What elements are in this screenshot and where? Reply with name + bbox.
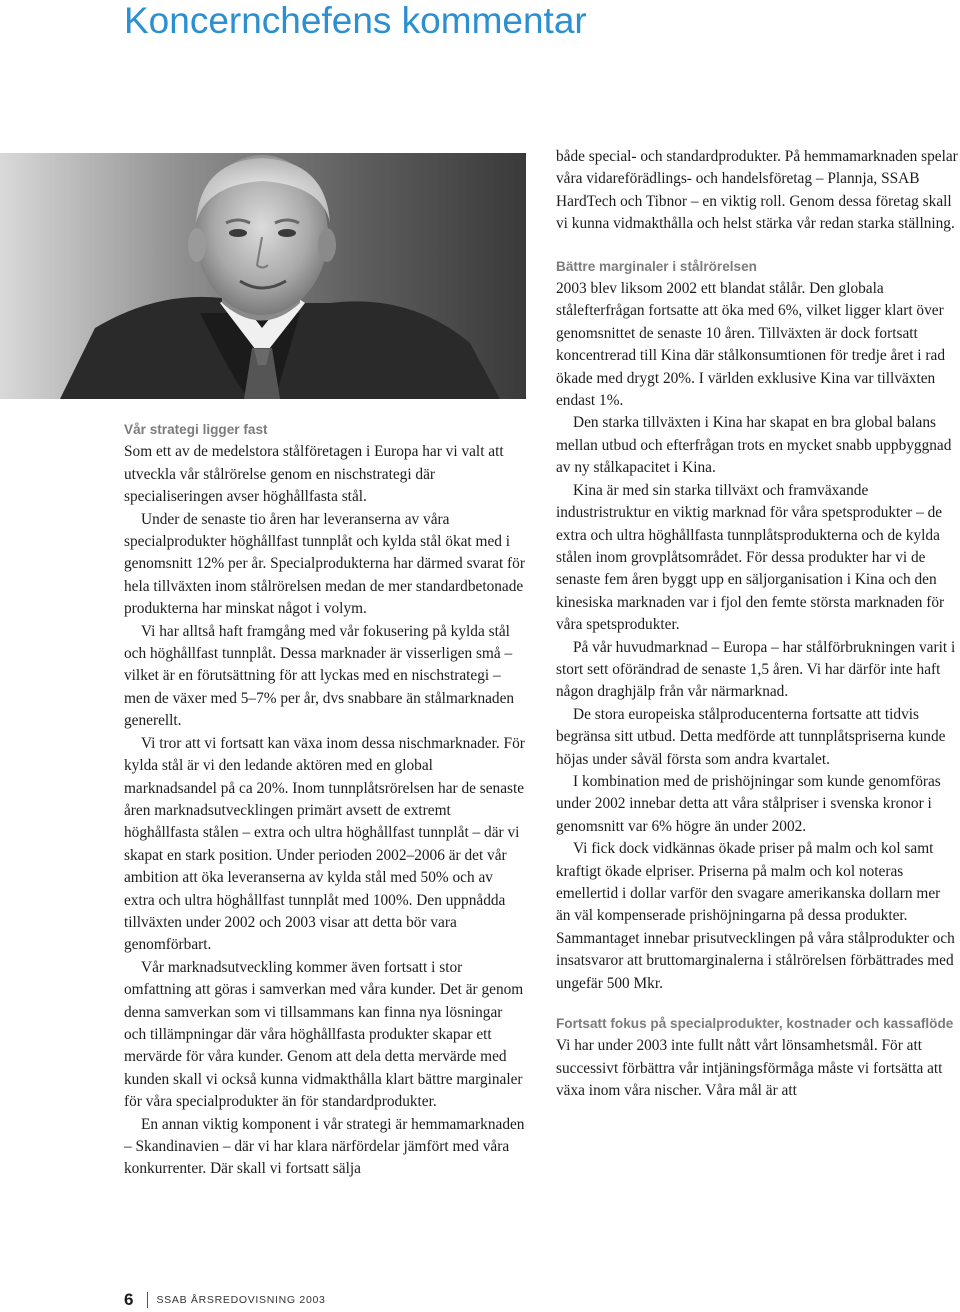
body-paragraph: I kombination med de prishöjningar som kunde genomföras under 2002 innebar detta att våra stålpriser i svenska kronor i genomsnitt var 6% högre än under 2002.: [556, 772, 941, 835]
publication-name: SSAB ÅRSREDOVISNING 2003: [156, 1294, 326, 1306]
section-heading-focus: Fortsatt fokus på specialprodukter, kostnader och kassaflöde: [556, 1016, 954, 1032]
body-paragraph: En annan viktig komponent i vår strategi är hemmamarknaden – Skandinavien – där vi har klara närfördelar jämfört med våra konkurrenter. Där skall vi fortsatt sälja: [124, 1115, 525, 1178]
section-heading-margins: Bättre marginaler i stålrörelsen: [556, 258, 757, 274]
body-paragraph: Kina är med sin starka tillväxt och framväxande industristruktur en viktig marknad för våra spetsprodukter – de extra och ultra höghållfasta tunnplåtsprodukterna och de kylda stålen inom grovplåtsområdet. För dessa produkter har vi de senaste fem åren byggt upp en säljorganisation i Kina och den kinesiska marknaden var i fjol den femte största marknaden för våra spetsprodukter.: [556, 481, 945, 634]
body-paragraph: Vår marknadsutveckling kommer även fortsatt i stor omfattning att göras i samverkan med våra kunder. Det är genom denna samverkan som vi tillsammans kan finna nya lösningar och tillämpningar där våra höghållfasta produkter skapar ett mervärde för våra kunder. Genom att dela detta mervärde med kunden skall vi också kunna vidmakthålla klart bättre marginaler för våra specialprodukter än för standardprodukter.: [124, 958, 524, 1111]
body-paragraph: 2003 blev liksom 2002 ett blandat stålår. Den globala stålefterfrågan fortsatte att öka med 6%, vilket ligger klart över genomsnittet de senaste 10 åren. Tillväxten är dock fortsatt koncentrerad till Kina där stålkonsumtionen för tredje året i rad ökade med drygt 20%. I världen exklusive Kina var tillväxten endast 1%.: [556, 280, 945, 410]
body-paragraph: De stora europeiska stålproducenterna fortsatte att tidvis begränsa sitt utbud. Detta medförde att tunnplåtspriserna kunde höjas under såväl första som andra kvartalet.: [556, 705, 946, 768]
right-column: [556, 146, 958, 1103]
body-paragraph: Som ett av de medelstora stålföretagen i Europa har vi valt att utveckla vår stålrörelse genom en nischstrategi där specialiseringen avser höghållfasta stål.: [124, 443, 504, 506]
body-paragraph: Den starka tillväxten i Kina har skapat en bra global balans mellan utbud och efterfrågan trots en mycket snabb uppbyggnad av ny stålkapacitet i Kina.: [556, 414, 952, 477]
body-paragraph: Vi har alltså haft framgång med vår fokusering på kylda stål och höghållfast tunnplåt. Dessa marknader är visserligen små – vilket är en förutsättning för att lyckas med en nischstrategi – men de växer med 5–7% per år, dvs snabbare än stålmarknaden generellt.: [124, 622, 515, 730]
page-title: Koncernchefens kommentar: [124, 0, 587, 41]
section-heading-strategy: Vår strategi ligger fast: [124, 422, 268, 437]
body-paragraph: Vi tror att vi fortsatt kan växa inom dessa nischmarknader. För kylda stål är vi den ledande aktören med en global marknadsandel på ca 20%. Inom tunnplåtsrörelsen har de senaste åren marknadsutvecklingen primärt avsett de extremt höghållfasta stålen – extra och ultra höghållfast tunnplåt – där vi skapat en stark position. Under perioden 2002–2006 är det vår ambition att öka leveranserna av kylda stål med 50% och av extra och ultra höghållfast tunnplåt med 100%. Den uppnådda tillväxten under 2002 och 2003 visar att detta bör vara genomförbart.: [124, 734, 525, 954]
body-paragraph: Vi fick dock vidkännas ökade priser på malm och kol samt kraftigt ökade elpriser. Priserna på malm och kol noteras emellertid i dollar varför den svagare amerikanska dollarn mer än väl kompenserade prishöjningarna på dessa produkter. Sammantaget innebar prisutvecklingen på våra stålprodukter och insatsvaror att bruttomarginalerna i stålrörelsen förbättrades med ungefär 500 Mkr.: [556, 840, 955, 992]
ceo-portrait-photo: [0, 153, 526, 399]
body-paragraph: Vi har under 2003 inte fullt nått vårt lönsamhetsmål. För att successivt förbättra vår intjäningsförmåga måste vi fortsätta att växa inom våra nischer. Våra mål är att: [556, 1037, 943, 1100]
body-paragraph: Under de senaste tio åren har leveranserna av våra specialprodukter höghållfast tunnplåt och kylda stål ökat med i genomsnitt 12% per år. Specialprodukterna har därmed svarat för hela tillväxten inom stålrörelsen medan de mer standardbetonade produkterna har minskat något i volym.: [124, 510, 525, 618]
page-footer: [124, 1290, 326, 1310]
body-paragraph: På vår huvudmarknad – Europa – har stålförbrukningen varit i stort sett oförändrad de senaste 1,5 åren. Vi har därför inte haft någon draghjälp från vår närmarknad.: [556, 638, 956, 701]
left-column: [124, 419, 526, 1181]
page-number: 6: [124, 1290, 134, 1309]
body-paragraph: både special- och standardprodukter. På hemmamarknaden spelar våra vidareförädlings- och handelsföretag – Plannja, SSAB HardTech och Tibnor – en viktig roll. Genom dessa företag skall vi kunna vidmakthålla och helst stärka vår redan starka ställning.: [556, 148, 958, 233]
footer-divider: [147, 1292, 148, 1308]
